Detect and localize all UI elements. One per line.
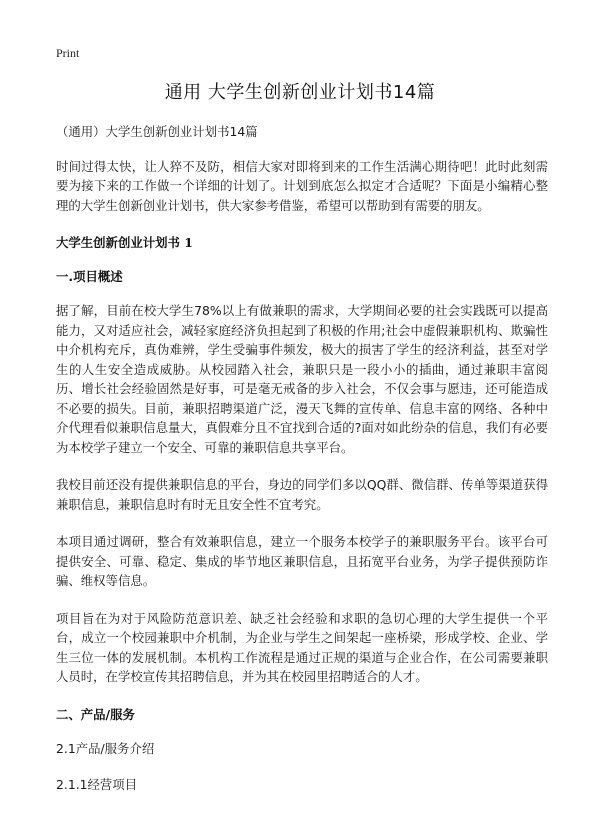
body-paragraph: 据了解，目前在校大学生78%以上有做兼职的需求，大学期间必要的社会实践既可以提高能力，又对适应社会，减轻家庭经济负担起到了积极的作用;社会中虚假兼职机构、欺骗性中介机构充斥，真伪难辨，学生受骗事件频发，极大的损害了学生的经济利益，甚至对学生的人生安全造成威胁。从校园踏入社会，兼职只是一段小小的插曲，通过兼职丰富阅历、增长社会经验固然是好事，可是毫无戒备的步入社会，不仅会事与愿违，还可能造成不必要的损失。目前，兼职招聘渠道广泛，漫天飞舞的宣传单、信息丰富的网络、各种中介代理看似兼职信息量大，真假难分且不宜找到合适的?面对如此纷杂的信息，我们有必要为本校学子建立一个安全、可靠的兼职信息共享平台。 — [56, 303, 548, 455]
document-body — [56, 122, 548, 812]
body-paragraph: 本项目通过调研，整合有效兼职信息，建立一个服务本校学子的兼职服务平台。该平台可提供安全、可靠、稳定、集成的毕节地区兼职信息，且拓宽平台业务，为学子提供预防诈骗、维权等信息。 — [56, 534, 548, 588]
product-intro-heading: 2.1产品/服务介绍 — [56, 740, 155, 756]
print-link[interactable]: Print — [56, 46, 80, 60]
document-subtitle: （通用）大学生创新创业计划书14篇 — [56, 124, 258, 139]
business-item-heading: 2.1.1经营项目 — [56, 777, 138, 792]
body-paragraph: 项目旨在为对于风险防范意识差、缺乏社会经验和求职的急切心理的大学生提供一个平台，成立一个校园兼职中介机制，为企业与学生之间架起一座桥梁，形成学校、企业、学生三位一体的发展机制。本机构工作流程是通过正规的渠道与企业合作，在公司需要兼职人员时，在学校宣传其招聘信息，并为其在校园里招聘适合的人才。 — [56, 610, 548, 684]
body-paragraph: 我校目前还没有提供兼职信息的平台，身边的同学们多以QQ群、微信群、传单等渠道获得兼职信息，兼职信息时有时无且安全性不宜考究。 — [56, 477, 548, 512]
overview-heading: 一.项目概述 — [56, 269, 123, 284]
section-heading: 大学生创新创业计划书 1 — [56, 235, 193, 250]
product-heading: 二、产品/服务 — [56, 706, 135, 722]
intro-paragraph: 时间过得太快，让人猝不及防，相信大家对即将到来的工作生活满心期待吧！此时此刻需要为接下来的工作做一个详细的计划了。计划到底怎么拟定才合适呢？下面是小编精心整理的大学生创新创业计划书，供大家参考借鉴，希望可以帮助到有需要的朋友。 — [56, 158, 548, 213]
document-title: 通用 大学生创新创业计划书14篇 — [164, 82, 436, 103]
